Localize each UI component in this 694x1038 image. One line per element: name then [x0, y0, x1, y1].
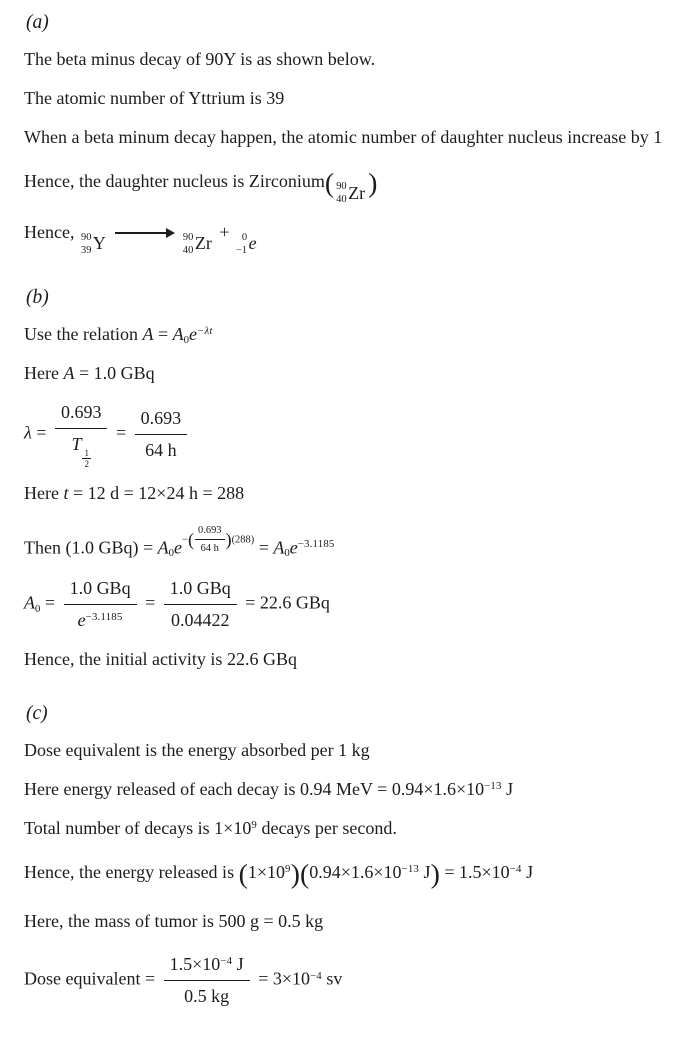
value-text: = 1.0 GBq — [78, 363, 155, 384]
then-prefix: Then — [24, 537, 61, 558]
section-c — [24, 703, 686, 1010]
denominator: 64 h — [200, 543, 219, 555]
numerator: 0.693 — [55, 399, 108, 429]
equals-sign: = — [258, 537, 269, 558]
time-line — [24, 480, 686, 507]
unit-joule: J — [506, 779, 514, 800]
minus-sign: − — [182, 534, 188, 546]
result-value: 3×10 — [272, 968, 310, 989]
equals-sign: = — [144, 968, 156, 989]
fraction-dose — [164, 951, 250, 1010]
nuclide-electron — [236, 230, 257, 257]
hence-prefix: Hence, — [24, 221, 75, 242]
equals-sign: = — [145, 592, 156, 613]
mass-number: 90 — [182, 231, 194, 243]
fraction-halflife — [55, 399, 108, 469]
exponent: −13 — [484, 780, 502, 793]
open-paren: ( — [238, 859, 248, 891]
section-b-label: (b) — [26, 287, 49, 309]
section-a-label: (a) — [26, 12, 49, 33]
time-value-text: = 12 d = 12×24 h = 288 — [73, 482, 245, 503]
mass-number: 90 — [80, 231, 92, 243]
exponent: −3.1185 — [297, 538, 335, 551]
unit-sievert: sv — [326, 968, 343, 989]
element-symbol: Y — [92, 233, 106, 254]
nuclide-y90 — [81, 230, 106, 257]
numerator: 0.693 — [195, 523, 224, 541]
equals-sign: = — [258, 968, 269, 989]
here-prefix: Here — [24, 363, 59, 384]
relation-line — [24, 321, 686, 348]
nuclide-zr90 — [183, 230, 212, 257]
atomic-number: 40 — [336, 194, 347, 206]
A0-variable: A — [172, 324, 184, 345]
nuclide-zr90 — [336, 180, 365, 207]
denominator: 0.5 kg — [184, 985, 230, 1006]
equals-sign: = — [444, 862, 455, 883]
half-numerator: 1 — [84, 447, 89, 458]
unit-joule: J — [236, 953, 244, 974]
daughter-increase-line: When a beta minum decay happen, the atomic number of daughter nucleus increase by 1 — [24, 127, 663, 147]
equals-sign: = — [157, 324, 169, 345]
e-variable: e — [289, 537, 298, 558]
e-variable: e — [174, 537, 183, 558]
right-arrow-icon — [115, 232, 173, 234]
activity-substitution-line — [24, 523, 686, 562]
e-variable: e — [77, 610, 86, 631]
A0-subscript: 0 — [168, 547, 175, 560]
exponent: −4 — [310, 969, 322, 982]
activity-given-line — [24, 360, 686, 387]
exponent: 9 — [285, 863, 291, 876]
equals-sign: = — [115, 422, 127, 443]
energy-per-decay-line — [24, 776, 686, 803]
daughter-nucleus-line — [24, 163, 686, 207]
exponent: −13 — [401, 863, 420, 876]
denominator — [55, 429, 108, 469]
A0-variable: A — [273, 537, 285, 558]
half-subscript — [82, 448, 91, 470]
section-b — [24, 287, 686, 673]
unit-joule: J — [423, 862, 431, 883]
e-variable: e — [189, 324, 198, 345]
decays-text: Total number of decays is 1×10 — [24, 818, 252, 839]
close-paren: ) — [225, 528, 232, 549]
tumor-mass-line: Here, the mass of tumor is 500 g = 0.5 kg — [24, 910, 324, 931]
denominator: 64 h — [145, 439, 177, 460]
relation-prefix: Use the relation — [24, 324, 138, 345]
energy-released-line — [24, 854, 686, 896]
atomic-number: 39 — [80, 244, 92, 256]
half-denominator: 2 — [84, 459, 89, 470]
element-symbol: Zr — [194, 233, 212, 254]
exponent-block — [182, 523, 254, 557]
here-prefix: Here — [24, 482, 59, 503]
A0-variable: A — [24, 592, 35, 613]
decay-rate-line — [24, 815, 686, 842]
factor-one: 1×10 — [247, 862, 286, 883]
exponent: −λt — [197, 325, 213, 338]
exponent: −4 — [220, 954, 233, 967]
fraction-64h — [135, 405, 188, 464]
open-paren: ( — [187, 528, 195, 549]
energy-prefix: Hence, the energy released is — [24, 862, 235, 883]
daughter-prefix: Hence, the daughter nucleus is Zirconium — [24, 170, 325, 191]
numerator-value: 1.5×10 — [169, 953, 221, 974]
exponent: −4 — [509, 863, 522, 876]
open-paren: ( — [324, 168, 335, 199]
factor-two: 0.94×1.6×10 — [309, 862, 402, 883]
decay-equation-line — [24, 219, 686, 258]
A0-subscript: 0 — [183, 334, 190, 347]
energy-text: Here energy released of each decay is 0.94 MeV = 0.94×1.6×10 — [24, 779, 485, 800]
section-c-label: (c) — [26, 703, 48, 725]
mass-number: 90 — [336, 180, 347, 192]
lambda-equation-line — [24, 399, 686, 469]
atomic-number: −1 — [236, 244, 248, 256]
denominator — [64, 605, 137, 634]
t-variable: t — [63, 482, 69, 503]
element-symbol: e — [248, 233, 257, 254]
A0-subscript: 0 — [35, 602, 41, 615]
numerator — [164, 951, 250, 981]
close-paren: ) — [368, 168, 378, 199]
equals-sign: = — [44, 592, 56, 613]
section-a — [24, 12, 686, 257]
beta-decay-intro-line: The beta minus decay of 90Y is as shown below. — [24, 49, 376, 69]
lhs-value: (1.0 GBq) — [65, 537, 139, 558]
A-variable: A — [142, 324, 154, 345]
A0-variable: A — [157, 537, 169, 558]
close-paren: ) — [430, 859, 440, 891]
fraction-exponential — [64, 575, 137, 634]
numerator: 1.0 GBq — [164, 575, 237, 605]
numerator: 1.0 GBq — [64, 575, 137, 605]
element-symbol: Zr — [348, 182, 366, 203]
exponent-fraction — [195, 523, 224, 557]
plus-sign: + — [219, 221, 230, 242]
multiplier: (288) — [231, 534, 255, 546]
decays-suffix: decays per second. — [261, 818, 397, 839]
result-value: 22.6 GBq — [259, 592, 330, 613]
equals-sign: = — [36, 422, 47, 443]
A0-subscript: 0 — [284, 547, 290, 560]
A-variable: A — [63, 363, 75, 384]
atomic-number: 40 — [182, 244, 194, 256]
dose-equivalent-equation-line — [24, 951, 686, 1010]
unit-joule: J — [526, 862, 534, 883]
equals-sign: = — [142, 537, 154, 558]
exponent: 9 — [251, 819, 257, 832]
equals-sign: = — [245, 592, 256, 613]
dose-prefix: Dose equivalent — [24, 968, 141, 989]
T-variable: T — [71, 434, 82, 455]
dose-definition-line: Dose equivalent is the energy absorbed per 1 kg — [24, 740, 370, 761]
fraction-decimal — [164, 575, 237, 634]
exponent: −3.1185 — [85, 611, 123, 624]
open-paren: ( — [299, 859, 310, 891]
close-paren: ) — [290, 859, 300, 891]
denominator: 0.04422 — [170, 610, 230, 631]
numerator: 0.693 — [135, 405, 188, 435]
initial-activity-equation-line — [24, 575, 686, 634]
initial-activity-conclusion-line: Hence, the initial activity is 22.6 GBq — [24, 649, 297, 670]
result-value: 1.5×10 — [459, 862, 510, 883]
lambda-variable: λ — [24, 422, 32, 443]
mass-number: 0 — [241, 231, 248, 243]
atomic-number-line: The atomic number of Yttrium is 39 — [24, 88, 285, 108]
